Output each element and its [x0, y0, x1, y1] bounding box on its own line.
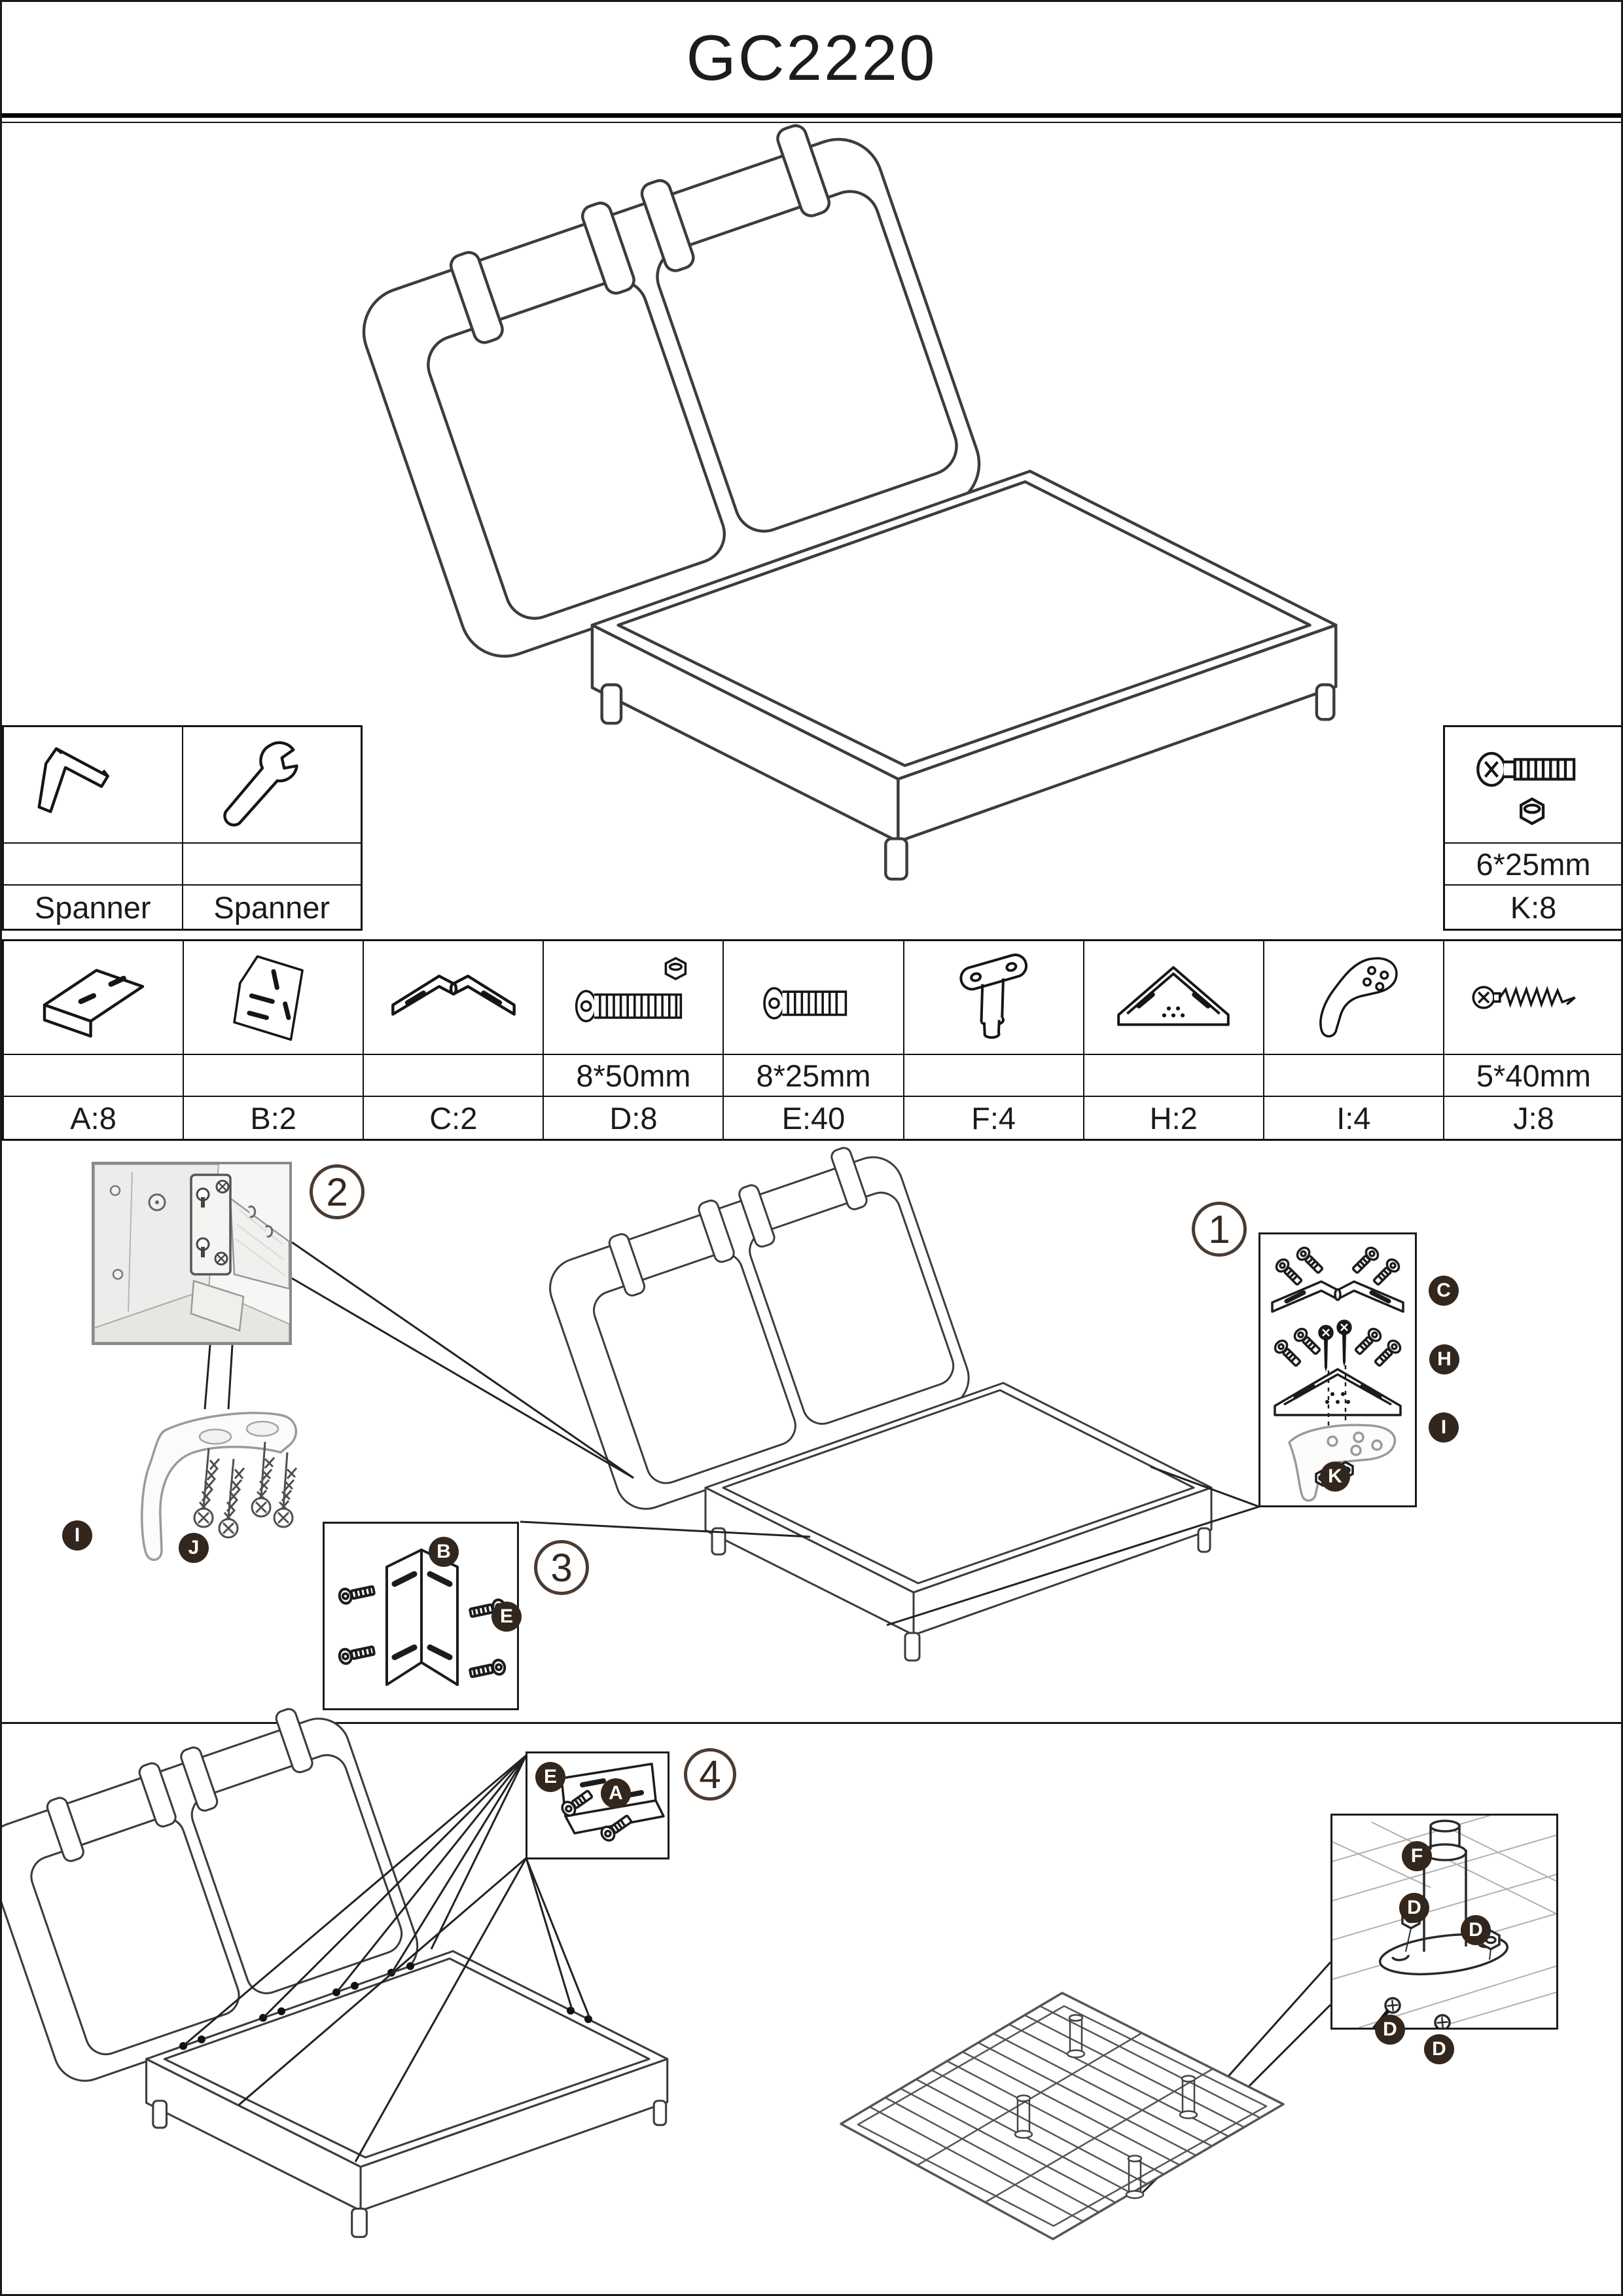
bolt-k-size: 6*25mm — [1444, 842, 1623, 886]
part-h-cell — [1083, 940, 1264, 1055]
allen-key-icon — [24, 736, 162, 834]
part-c-cell — [363, 940, 544, 1055]
wrench-icon — [203, 736, 340, 834]
label-part-i-step2: I — [62, 1520, 92, 1551]
part-f-icon — [921, 948, 1065, 1047]
part-j-cell — [1443, 940, 1623, 1055]
part-d-count: D:8 — [543, 1096, 724, 1140]
label-part-d4-detail: D — [1424, 2034, 1454, 2064]
step2-photo-sketch — [94, 1164, 289, 1342]
part-b-icon — [202, 948, 346, 1047]
label-part-a-step4: A — [601, 1778, 631, 1808]
part-h-count: H:2 — [1083, 1096, 1264, 1140]
allen-label: Spanner — [3, 884, 183, 930]
step4-number-text: 4 — [699, 1752, 721, 1797]
step3-number — [534, 1540, 589, 1595]
bracket-b-with-bolts-e — [325, 1524, 517, 1708]
slat-base-drawing — [841, 1993, 1283, 2239]
step1-number-text: 1 — [1208, 1207, 1230, 1251]
tools-table — [2, 725, 363, 931]
part-e-size: 8*25mm — [722, 1054, 904, 1097]
label-part-b-step3: B — [429, 1537, 459, 1567]
part-c-count: C:2 — [363, 1096, 544, 1140]
part-i-size — [1263, 1054, 1444, 1097]
bolt-k-cell — [1444, 726, 1623, 844]
label-part-c-step1: C — [1429, 1276, 1459, 1306]
part-e-cell — [722, 940, 904, 1055]
leg-f-on-slats — [1332, 1816, 1556, 2028]
part-a-size — [3, 1054, 184, 1097]
wrench-label: Spanner — [182, 884, 363, 930]
part-i-icon — [1285, 948, 1422, 1047]
part-b-size — [183, 1054, 364, 1097]
part-h-size — [1083, 1054, 1264, 1097]
part-c-size — [363, 1054, 544, 1097]
step2-number — [310, 1164, 365, 1219]
wrench-cell — [182, 726, 363, 844]
step3-number-text: 3 — [550, 1545, 573, 1590]
middle-bed-drawing — [537, 1133, 1211, 1660]
label-part-f-detail: F — [1402, 1841, 1432, 1871]
part-j-icon — [1458, 948, 1609, 1047]
hardware-k-table — [1443, 725, 1623, 931]
wrench-size-cell — [182, 842, 363, 886]
leg-f-detail-box — [1330, 1814, 1558, 2030]
step2-leg-assembly — [87, 1396, 310, 1612]
step2-photo-detail — [92, 1162, 292, 1345]
part-i-cell — [1263, 940, 1444, 1055]
part-f-cell — [903, 940, 1084, 1055]
step1-number — [1192, 1202, 1247, 1257]
label-part-i-step1: I — [1429, 1412, 1459, 1443]
part-f-size — [903, 1054, 1084, 1097]
part-a-icon — [22, 948, 166, 1047]
part-j-count: J:8 — [1443, 1096, 1623, 1140]
label-part-d2-detail: D — [1461, 1915, 1491, 1945]
label-part-d3-detail: D — [1375, 2015, 1405, 2045]
part-d-cell — [543, 940, 724, 1055]
leg-i-with-screws-j — [87, 1396, 310, 1612]
label-part-j-step2: J — [179, 1533, 209, 1563]
part-h-icon — [1098, 948, 1249, 1047]
label-part-d1-detail: D — [1399, 1893, 1429, 1923]
part-e-count: E:40 — [722, 1096, 904, 1140]
step2-number-text: 2 — [326, 1170, 348, 1214]
part-d-icon — [558, 948, 709, 1047]
step3-detail-box — [323, 1522, 519, 1710]
allen-size-cell — [3, 842, 183, 886]
part-b-cell — [183, 940, 364, 1055]
label-part-h-step1: H — [1429, 1344, 1459, 1374]
part-b-count: B:2 — [183, 1096, 364, 1140]
parts-table — [2, 939, 1623, 1141]
allen-key-cell — [3, 726, 183, 844]
part-e-icon — [738, 948, 889, 1047]
part-i-count: I:4 — [1263, 1096, 1444, 1140]
part-c-icon — [378, 948, 529, 1047]
label-part-e-step4: E — [535, 1762, 565, 1792]
label-part-e-step3: E — [491, 1602, 522, 1632]
main-bed-drawing — [344, 103, 1336, 879]
model-number: GC2220 — [686, 21, 937, 94]
bolt-k-count: K:8 — [1444, 884, 1623, 930]
part-a-count: A:8 — [3, 1096, 184, 1140]
part-d-size: 8*50mm — [543, 1054, 724, 1097]
step4-number — [684, 1748, 736, 1801]
bolt-k-icon — [1458, 732, 1609, 837]
part-f-count: F:4 — [903, 1096, 1084, 1140]
label-part-k-step1: K — [1320, 1462, 1350, 1492]
part-a-cell — [3, 940, 184, 1055]
part-j-size: 5*40mm — [1443, 1054, 1623, 1097]
